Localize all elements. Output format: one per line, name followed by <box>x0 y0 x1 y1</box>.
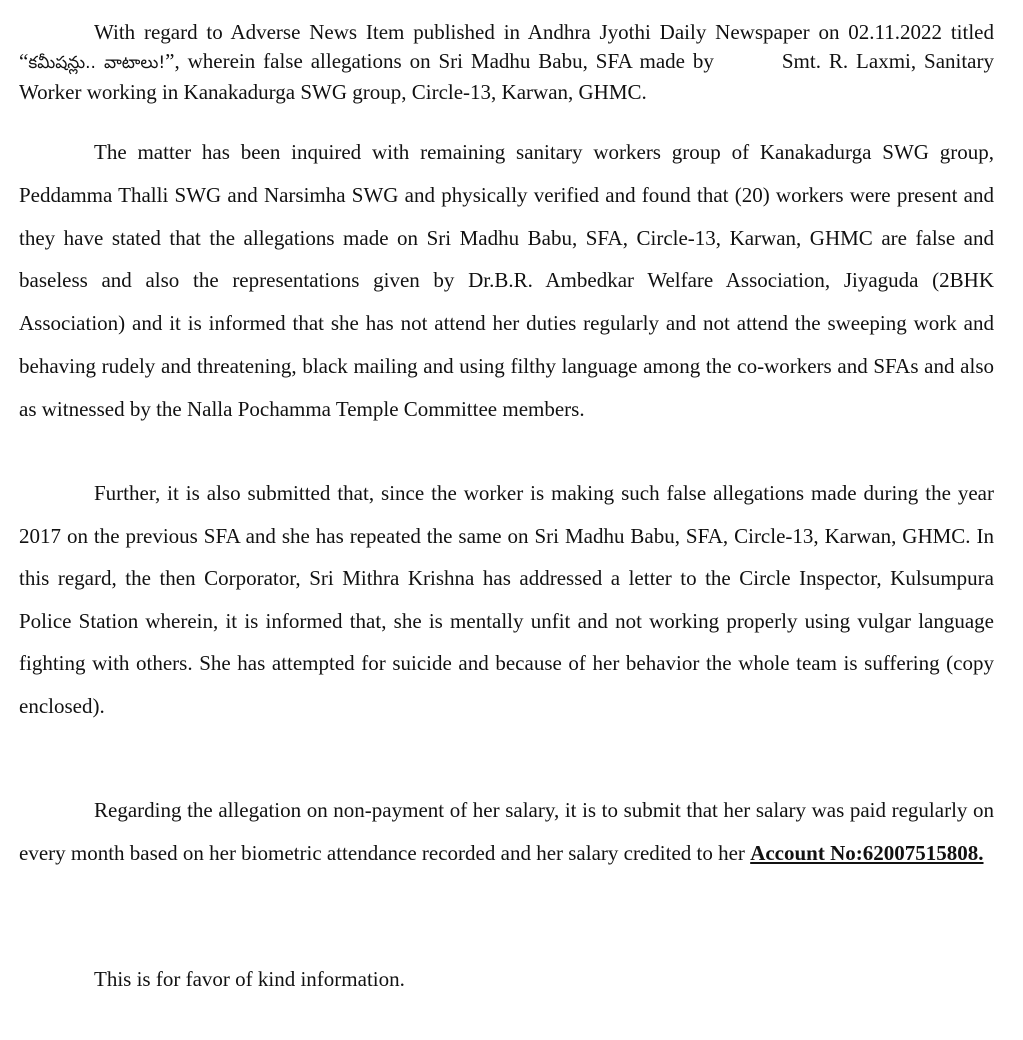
news-reference-text-cont: ”, wherein false allegations on Sri Madhu Babu, SFA made by <box>165 49 714 73</box>
telugu-news-title: కమీషన్లు.. వాటాలు! <box>28 53 166 73</box>
paragraph-inquiry-findings: The matter has been inquired with remaining sanitary workers group of Kanakadurga SWG group, Peddamma Thalli SWG and Narsimha SWG and physically verified and found that (20) workers were present and they have stated that the allegations made on Sri Madhu Babu, SFA, Circle-13, Karwan, GHMC are false and baseless and also the representations given by Dr.B.R. Ambedkar Welfare Association, Jiyaguda (2BHK Association) and it is informed that she has not attend her duties regularly and not attend the sweeping work and behaving rudely and threatening, black mailing and using filthy language among the co-workers and SFAs and also as witnessed by the Nalla Pochamma Temple Committee members. <box>19 140 994 421</box>
paragraph-closing: This is for favor of kind information. <box>94 967 405 991</box>
paragraph-previous-allegations: Further, it is also submitted that, since the worker is making such false allegations made during the year 2017 on the previous SFA and she has repeated the same on Sri Madhu Babu, SFA, Circle-13, Karwan, GHMC. In this regard, the then Corporator, Sri Mithra Krishna has addressed a letter to the Circle Inspector, Kulsumpura Police Station wherein, it is informed that, she is mentally unfit and not working properly using vulgar language fighting with others. She has attempted for suicide and because of her behavior the whole team is suffering (copy enclosed). <box>19 481 994 718</box>
salary-text: Regarding the allegation on non-payment of her salary, it is to submit that her salary was paid regularly on every month based on her biometric attendance recorded and her salary credited to her <box>19 798 994 865</box>
paragraph-news-reference <box>19 18 994 107</box>
news-reference-text: With regard to Adverse News Item published in Andhra Jyothi Daily Newspaper on 02.11.2022 titled “ <box>19 20 994 73</box>
paragraph-salary-payment <box>19 789 994 874</box>
worker-reference-text: Smt. R. Laxmi, Sanitary Worker working in Kanakadurga SWG group, Circle-13, Karwan, GHMC. <box>19 49 994 104</box>
account-number: Account No:62007515808. <box>750 840 984 865</box>
